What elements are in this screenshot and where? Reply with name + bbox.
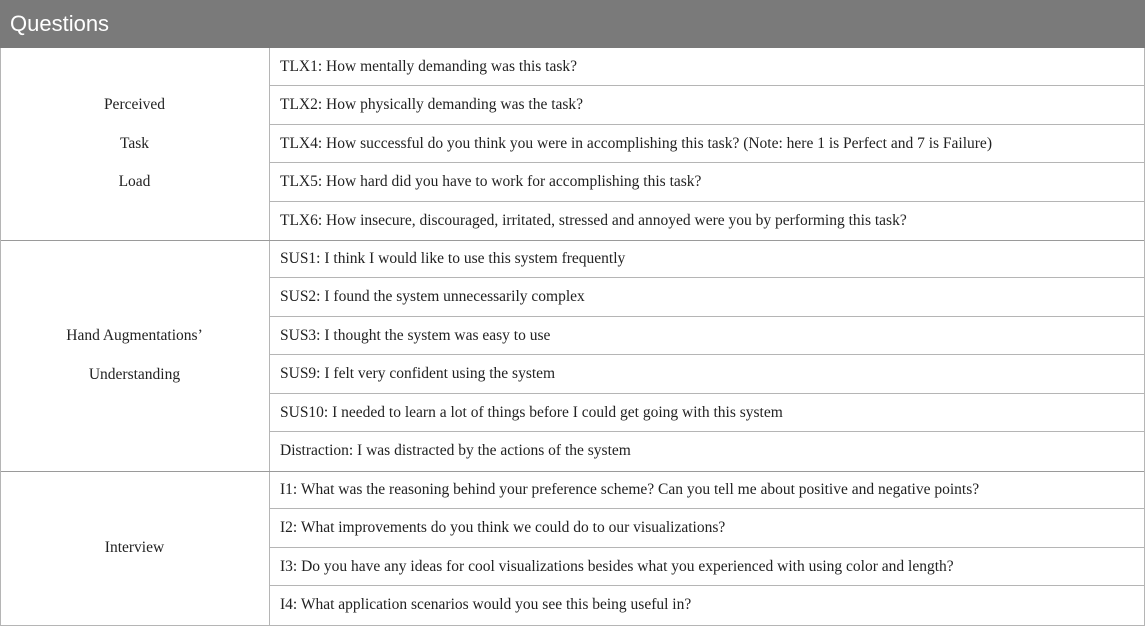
header-title: Questions [10, 11, 110, 36]
question-row: TLX6: How insecure, discouraged, irritated, stressed and annoyed were you by performing this task? [280, 211, 907, 229]
group-label-line: Task [119, 134, 150, 152]
question-row: TLX2: How physically demanding was the task? [269, 86, 1145, 124]
question-row: I2: What improvements do you think we could do to our visualizations? [269, 509, 1145, 547]
question-row: I1: What was the reasoning behind your preference scheme? Can you tell me about positive and negative points? [269, 471, 1145, 509]
question-row: TLX4: How successful do you think you were in accomplishing this task? (Note: here 1 is Perfect and 7 is Failure) [269, 125, 1145, 163]
table-body [0, 48, 1145, 626]
question-row: SUS2: I found the system unnecessarily complex [269, 278, 1145, 316]
question-row: SUS9: I felt very confident using the system [269, 355, 1145, 393]
question-row: I4: What application scenarios would you see this being useful in? [280, 596, 692, 614]
group-label-line: Hand Augmentations’ [66, 327, 203, 345]
group-label [0, 471, 269, 626]
group-divider [0, 240, 1145, 241]
group-label-line: Interview [104, 539, 165, 557]
group-perceived-task-load [0, 48, 1145, 240]
group-label-line: Understanding [88, 365, 181, 383]
group-hand-augmentations-understanding [0, 240, 1145, 471]
question-row: TLX1: How mentally demanding was this task? [269, 48, 1145, 86]
table-header [0, 0, 1145, 48]
group-label-line: Perceived [103, 96, 166, 114]
group-label [0, 48, 269, 240]
group-label [0, 240, 269, 471]
question-row: TLX5: How hard did you have to work for accomplishing this task? [269, 163, 1145, 201]
group-label-line: Load [118, 173, 151, 191]
question-row: SUS10: I needed to learn a lot of things before I could get going with this system [269, 394, 1145, 432]
group-divider [0, 471, 1145, 472]
question-row: SUS3: I thought the system was easy to use [269, 317, 1145, 355]
question-row: Distraction: I was distracted by the actions of the system [280, 441, 631, 459]
question-row: SUS1: I think I would like to use this system frequently [269, 240, 1145, 278]
column-divider [269, 48, 270, 626]
group-interview [0, 471, 1145, 626]
question-row: I3: Do you have any ideas for cool visualizations besides what you experienced with using color and length? [269, 548, 1145, 586]
